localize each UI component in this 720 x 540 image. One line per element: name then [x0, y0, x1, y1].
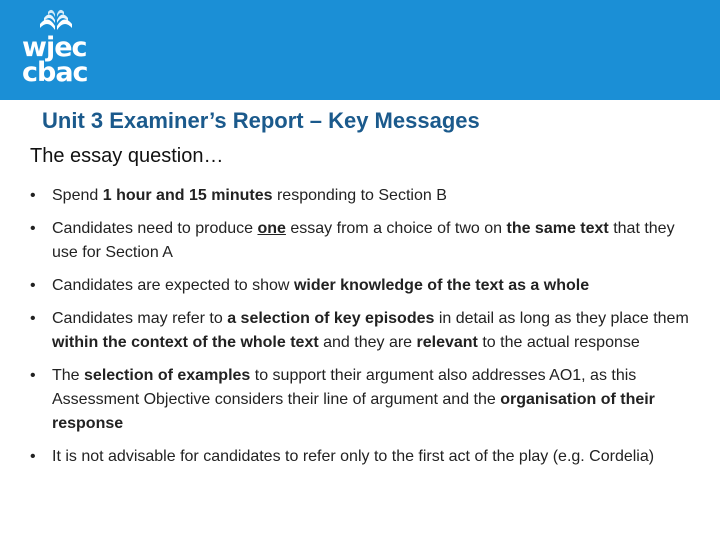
logo-text-cbac: cbac — [22, 57, 88, 88]
bullet-text-part: organisation of their response — [52, 391, 655, 432]
bullet-text-part: Candidates may refer to — [52, 310, 228, 327]
bullet-text-part: Candidates are expected to show — [52, 277, 294, 294]
bullet-text-part: a selection of key episodes — [227, 310, 435, 327]
bullet-text-part: and they are — [318, 334, 417, 351]
header-banner — [0, 0, 720, 100]
bullet-dot-icon: • — [30, 220, 36, 237]
bullet-text-part: The — [52, 367, 85, 384]
open-book-icon — [36, 6, 76, 32]
bullet-item — [30, 364, 698, 436]
bullet-dot-icon: • — [30, 187, 36, 204]
slide-subheading: The essay question… — [30, 145, 224, 167]
bullet-list — [30, 184, 698, 478]
logo-text-wjec: wjec — [22, 32, 87, 63]
slide-title: Unit 3 Examiner’s Report – Key Messages — [42, 108, 480, 133]
bullet-text-part: the same text — [506, 220, 609, 237]
bullet-text-part: responding to Section B — [272, 187, 447, 204]
bullet-dot-icon: • — [30, 310, 36, 327]
bullet-text-part: to support their argument also addresses AO1, as this Assessment Objective considers their line of argument and the — [52, 367, 637, 408]
bullet-item — [30, 445, 698, 469]
bullet-text-part: It is not advisable for candidates to refer only to the first act of the play (e.g. Cordelia) — [52, 448, 655, 465]
bullet-text-part: in detail as long as they place them — [434, 310, 689, 327]
bullet-text-part: selection of examples — [84, 367, 251, 384]
bullet-text-part: within the context of the whole text — [52, 334, 319, 351]
bullet-text-part: Spend — [52, 187, 103, 204]
bullet-text-part: Candidates need to produce — [52, 220, 258, 237]
bullet-text-part: that they use for Section A — [52, 220, 675, 261]
bullet-dot-icon: • — [30, 277, 36, 294]
bullet-item — [30, 274, 698, 298]
bullet-text-part: 1 hour and 15 minutes — [102, 187, 273, 204]
bullet-item — [30, 184, 698, 208]
bullet-text-part: relevant — [416, 334, 478, 351]
bullet-text-part: wider knowledge of the text as a whole — [293, 277, 590, 294]
bullet-dot-icon: • — [30, 448, 36, 465]
bullet-dot-icon: • — [30, 367, 36, 384]
bullet-item — [30, 307, 698, 355]
bullet-text-part: essay from a choice of two on — [285, 220, 507, 237]
bullet-item — [30, 217, 698, 265]
wjec-cbac-logo — [20, 6, 92, 86]
bullet-text-part: one — [257, 220, 286, 237]
bullet-text-part: to the actual response — [477, 334, 640, 351]
